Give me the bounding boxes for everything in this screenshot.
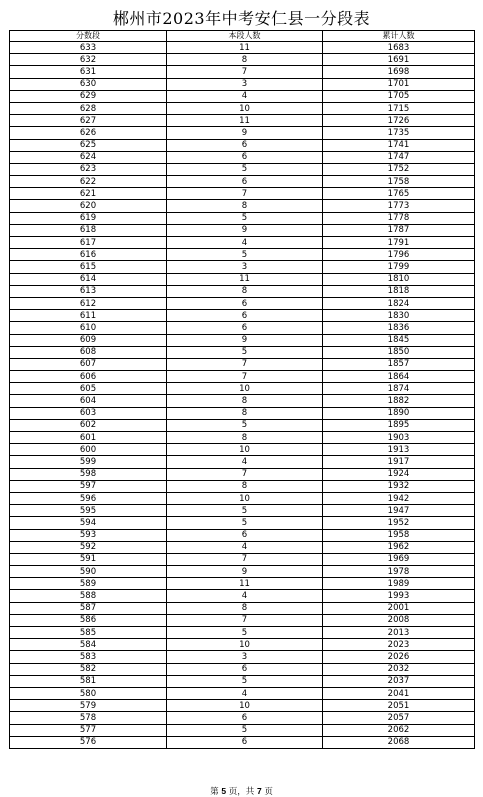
table-row	[10, 66, 475, 78]
segment-count-cell: 6	[167, 139, 323, 151]
segment-count-cell: 7	[167, 66, 323, 78]
score-cell: 613	[10, 285, 167, 297]
score-cell: 611	[10, 310, 167, 322]
segment-count-cell: 4	[167, 456, 323, 468]
cumulative-count-cell: 1810	[323, 273, 475, 285]
score-cell: 602	[10, 419, 167, 431]
table-row	[10, 237, 475, 249]
cumulative-count-cell: 2023	[323, 639, 475, 651]
cumulative-count-cell: 1691	[323, 54, 475, 66]
segment-count-cell: 6	[167, 176, 323, 188]
table-row	[10, 395, 475, 407]
cumulative-count-cell: 1778	[323, 212, 475, 224]
score-cell: 612	[10, 297, 167, 309]
score-cell: 585	[10, 627, 167, 639]
segment-count-cell: 5	[167, 249, 323, 261]
table-row	[10, 566, 475, 578]
segment-count-cell: 7	[167, 358, 323, 370]
segment-count-cell: 10	[167, 492, 323, 504]
cumulative-count-cell: 2013	[323, 627, 475, 639]
table-row	[10, 529, 475, 541]
score-cell: 628	[10, 102, 167, 114]
table-row	[10, 651, 475, 663]
score-cell: 582	[10, 663, 167, 675]
segment-count-cell: 4	[167, 687, 323, 699]
table-row	[10, 432, 475, 444]
segment-count-cell: 11	[167, 115, 323, 127]
score-cell: 608	[10, 346, 167, 358]
segment-count-cell: 11	[167, 578, 323, 590]
cumulative-count-cell: 1947	[323, 505, 475, 517]
cumulative-count-cell: 1993	[323, 590, 475, 602]
score-cell: 604	[10, 395, 167, 407]
cumulative-count-cell: 1735	[323, 127, 475, 139]
segment-count-cell: 6	[167, 712, 323, 724]
segment-count-cell: 5	[167, 163, 323, 175]
score-cell: 597	[10, 480, 167, 492]
table-row	[10, 139, 475, 151]
header-score-range: 分数段	[10, 31, 167, 42]
cumulative-count-cell: 2001	[323, 602, 475, 614]
table-row	[10, 127, 475, 139]
score-cell: 590	[10, 566, 167, 578]
cumulative-count-cell: 1836	[323, 322, 475, 334]
cumulative-count-cell: 1890	[323, 407, 475, 419]
segment-count-cell: 3	[167, 78, 323, 90]
table-row	[10, 700, 475, 712]
table-row	[10, 578, 475, 590]
segment-count-cell: 4	[167, 541, 323, 553]
score-cell: 624	[10, 151, 167, 163]
cumulative-count-cell: 1765	[323, 188, 475, 200]
segment-count-cell: 9	[167, 334, 323, 346]
cumulative-count-cell: 1683	[323, 42, 475, 54]
table-row	[10, 224, 475, 236]
table-row	[10, 163, 475, 175]
score-cell: 632	[10, 54, 167, 66]
segment-count-cell: 6	[167, 310, 323, 322]
table-row	[10, 358, 475, 370]
cumulative-count-cell: 1903	[323, 432, 475, 444]
segment-count-cell: 8	[167, 200, 323, 212]
segment-count-cell: 9	[167, 224, 323, 236]
cumulative-count-cell: 1845	[323, 334, 475, 346]
table-row	[10, 285, 475, 297]
cumulative-count-cell: 1701	[323, 78, 475, 90]
segment-count-cell: 6	[167, 322, 323, 334]
table-row	[10, 675, 475, 687]
cumulative-count-cell: 1698	[323, 66, 475, 78]
table-header-row	[10, 31, 475, 42]
segment-count-cell: 4	[167, 90, 323, 102]
cumulative-count-cell: 1726	[323, 115, 475, 127]
cumulative-count-cell: 1818	[323, 285, 475, 297]
cumulative-count-cell: 1857	[323, 358, 475, 370]
table-row	[10, 310, 475, 322]
table-row	[10, 724, 475, 736]
table-row	[10, 90, 475, 102]
cumulative-count-cell: 1850	[323, 346, 475, 358]
cumulative-count-cell: 1969	[323, 553, 475, 565]
table-row	[10, 444, 475, 456]
segment-count-cell: 4	[167, 237, 323, 249]
segment-count-cell: 10	[167, 639, 323, 651]
cumulative-count-cell: 1799	[323, 261, 475, 273]
cumulative-count-cell: 1924	[323, 468, 475, 480]
score-cell: 614	[10, 273, 167, 285]
cumulative-count-cell: 1830	[323, 310, 475, 322]
cumulative-count-cell: 1942	[323, 492, 475, 504]
segment-count-cell: 8	[167, 602, 323, 614]
cumulative-count-cell: 2051	[323, 700, 475, 712]
score-cell: 600	[10, 444, 167, 456]
cumulative-count-cell: 2057	[323, 712, 475, 724]
score-cell: 616	[10, 249, 167, 261]
table-row	[10, 614, 475, 626]
score-cell: 610	[10, 322, 167, 334]
table-row	[10, 492, 475, 504]
segment-count-cell: 10	[167, 444, 323, 456]
score-cell: 617	[10, 237, 167, 249]
cumulative-count-cell: 1758	[323, 176, 475, 188]
segment-count-cell: 11	[167, 42, 323, 54]
segment-count-cell: 7	[167, 553, 323, 565]
segment-count-cell: 5	[167, 675, 323, 687]
score-cell: 599	[10, 456, 167, 468]
score-cell: 618	[10, 224, 167, 236]
table-row	[10, 78, 475, 90]
score-cell: 584	[10, 639, 167, 651]
current-page-number: 5	[221, 786, 227, 796]
table-row	[10, 188, 475, 200]
footer-middle: 页，共	[226, 787, 257, 797]
score-cell: 589	[10, 578, 167, 590]
table-header	[10, 31, 475, 42]
header-cumulative-count: 累计人数	[323, 31, 475, 42]
table-row	[10, 553, 475, 565]
table-row	[10, 383, 475, 395]
cumulative-count-cell: 1874	[323, 383, 475, 395]
segment-count-cell: 8	[167, 432, 323, 444]
cumulative-count-cell: 2041	[323, 687, 475, 699]
table-row	[10, 54, 475, 66]
table-row	[10, 346, 475, 358]
segment-count-cell: 6	[167, 151, 323, 163]
score-cell: 631	[10, 66, 167, 78]
score-cell: 595	[10, 505, 167, 517]
segment-count-cell: 6	[167, 529, 323, 541]
table-row	[10, 407, 475, 419]
segment-count-cell: 8	[167, 407, 323, 419]
score-cell: 583	[10, 651, 167, 663]
table-row	[10, 602, 475, 614]
score-cell: 580	[10, 687, 167, 699]
table-row	[10, 371, 475, 383]
cumulative-count-cell: 1864	[323, 371, 475, 383]
segment-count-cell: 8	[167, 285, 323, 297]
total-pages-number: 7	[256, 786, 262, 796]
table-row	[10, 115, 475, 127]
table-row	[10, 419, 475, 431]
segment-count-cell: 7	[167, 614, 323, 626]
table-row	[10, 687, 475, 699]
score-cell: 606	[10, 371, 167, 383]
score-distribution-table	[9, 30, 475, 749]
cumulative-count-cell: 1913	[323, 444, 475, 456]
segment-count-cell: 10	[167, 383, 323, 395]
cumulative-count-cell: 1895	[323, 419, 475, 431]
table-row	[10, 639, 475, 651]
cumulative-count-cell: 1958	[323, 529, 475, 541]
segment-count-cell: 9	[167, 566, 323, 578]
table-row	[10, 102, 475, 114]
table-row	[10, 322, 475, 334]
cumulative-count-cell: 1747	[323, 151, 475, 163]
cumulative-count-cell: 1773	[323, 200, 475, 212]
score-cell: 623	[10, 163, 167, 175]
segment-count-cell: 5	[167, 346, 323, 358]
score-cell: 592	[10, 541, 167, 553]
segment-count-cell: 11	[167, 273, 323, 285]
score-cell: 586	[10, 614, 167, 626]
cumulative-count-cell: 1741	[323, 139, 475, 151]
segment-count-cell: 5	[167, 724, 323, 736]
table-row	[10, 273, 475, 285]
segment-count-cell: 5	[167, 627, 323, 639]
segment-count-cell: 5	[167, 212, 323, 224]
score-cell: 619	[10, 212, 167, 224]
cumulative-count-cell: 2062	[323, 724, 475, 736]
cumulative-count-cell: 1787	[323, 224, 475, 236]
segment-count-cell: 3	[167, 261, 323, 273]
table-row	[10, 42, 475, 54]
segment-count-cell: 10	[167, 700, 323, 712]
table-row	[10, 712, 475, 724]
score-cell: 625	[10, 139, 167, 151]
score-cell: 601	[10, 432, 167, 444]
cumulative-count-cell: 1791	[323, 237, 475, 249]
score-cell: 581	[10, 675, 167, 687]
score-cell: 598	[10, 468, 167, 480]
cumulative-count-cell: 1824	[323, 297, 475, 309]
score-cell: 593	[10, 529, 167, 541]
segment-count-cell: 5	[167, 517, 323, 529]
segment-count-cell: 9	[167, 127, 323, 139]
table-row	[10, 200, 475, 212]
segment-count-cell: 6	[167, 736, 323, 748]
table-row	[10, 249, 475, 261]
segment-count-cell: 3	[167, 651, 323, 663]
score-cell: 615	[10, 261, 167, 273]
score-cell: 622	[10, 176, 167, 188]
score-cell: 633	[10, 42, 167, 54]
cumulative-count-cell: 2032	[323, 663, 475, 675]
segment-count-cell: 6	[167, 663, 323, 675]
cumulative-count-cell: 1962	[323, 541, 475, 553]
footer-suffix: 页	[261, 787, 273, 797]
cumulative-count-cell: 1932	[323, 480, 475, 492]
cumulative-count-cell: 1752	[323, 163, 475, 175]
table-row	[10, 297, 475, 309]
score-cell: 621	[10, 188, 167, 200]
score-cell: 576	[10, 736, 167, 748]
cumulative-count-cell: 1978	[323, 566, 475, 578]
table-row	[10, 517, 475, 529]
score-cell: 577	[10, 724, 167, 736]
table-row	[10, 590, 475, 602]
table-row	[10, 480, 475, 492]
table-row	[10, 541, 475, 553]
cumulative-count-cell: 2008	[323, 614, 475, 626]
score-cell: 596	[10, 492, 167, 504]
table-row	[10, 212, 475, 224]
cumulative-count-cell: 1952	[323, 517, 475, 529]
table-row	[10, 334, 475, 346]
score-cell: 605	[10, 383, 167, 395]
score-cell: 578	[10, 712, 167, 724]
table-row	[10, 505, 475, 517]
footer-prefix: 第	[210, 787, 222, 797]
score-cell: 620	[10, 200, 167, 212]
score-cell: 626	[10, 127, 167, 139]
score-cell: 603	[10, 407, 167, 419]
cumulative-count-cell: 2026	[323, 651, 475, 663]
table-row	[10, 468, 475, 480]
segment-count-cell: 5	[167, 505, 323, 517]
segment-count-cell: 5	[167, 419, 323, 431]
table-row	[10, 176, 475, 188]
score-cell: 630	[10, 78, 167, 90]
score-cell: 627	[10, 115, 167, 127]
cumulative-count-cell: 1917	[323, 456, 475, 468]
segment-count-cell: 7	[167, 468, 323, 480]
score-cell: 587	[10, 602, 167, 614]
score-cell: 609	[10, 334, 167, 346]
segment-count-cell: 8	[167, 395, 323, 407]
cumulative-count-cell: 2037	[323, 675, 475, 687]
page-footer	[0, 785, 483, 797]
cumulative-count-cell: 1705	[323, 90, 475, 102]
segment-count-cell: 7	[167, 188, 323, 200]
cumulative-count-cell: 1715	[323, 102, 475, 114]
segment-count-cell: 4	[167, 590, 323, 602]
score-cell: 588	[10, 590, 167, 602]
segment-count-cell: 10	[167, 102, 323, 114]
table-row	[10, 627, 475, 639]
cumulative-count-cell: 1796	[323, 249, 475, 261]
segment-count-cell: 6	[167, 297, 323, 309]
cumulative-count-cell: 1882	[323, 395, 475, 407]
score-cell: 629	[10, 90, 167, 102]
table-row	[10, 456, 475, 468]
table-row	[10, 736, 475, 748]
score-cell: 591	[10, 553, 167, 565]
header-segment-count: 本段人数	[167, 31, 323, 42]
segment-count-cell: 8	[167, 54, 323, 66]
segment-count-cell: 7	[167, 371, 323, 383]
cumulative-count-cell: 2068	[323, 736, 475, 748]
score-cell: 579	[10, 700, 167, 712]
table-row	[10, 151, 475, 163]
table-row	[10, 663, 475, 675]
page-title: 郴州市2023年中考安仁县一分段表	[112, 9, 371, 28]
segment-count-cell: 8	[167, 480, 323, 492]
cumulative-count-cell: 1989	[323, 578, 475, 590]
score-cell: 607	[10, 358, 167, 370]
table-row	[10, 261, 475, 273]
score-cell: 594	[10, 517, 167, 529]
table-body	[10, 42, 475, 749]
